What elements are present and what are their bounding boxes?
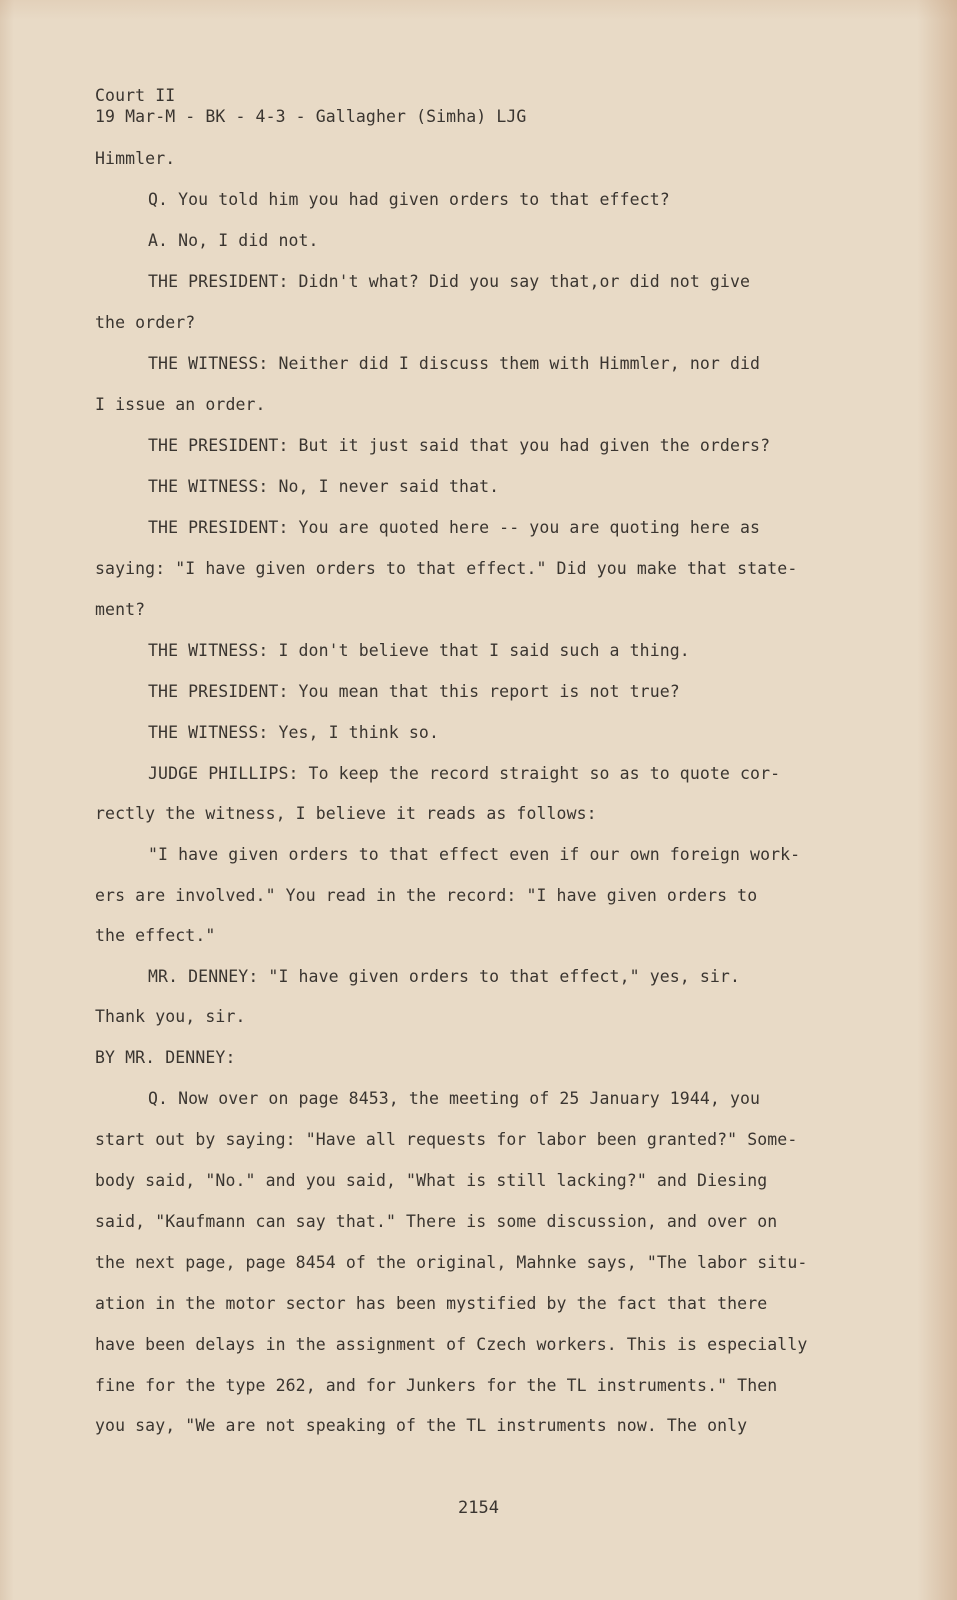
text-line: saying: "I have given orders to that effect." Did you make that state- xyxy=(95,559,798,578)
text-line: THE PRESIDENT: You are quoted here -- you are quoting here as xyxy=(148,518,761,537)
text-line: THE WITNESS: Neither did I discuss them with Himmler, nor did xyxy=(148,354,761,373)
text-line: the effect." xyxy=(95,926,216,945)
text-line: ers are involved." You read in the record: "I have given orders to xyxy=(95,886,758,905)
text-line: THE PRESIDENT: Didn't what? Did you say that,or did not give xyxy=(148,272,751,291)
text-line: Q. You told him you had given orders to that effect? xyxy=(148,190,670,209)
text-line: I issue an order. xyxy=(95,395,266,414)
text-line: said, "Kaufmann can say that." There is some discussion, and over on xyxy=(95,1212,778,1231)
page-number: 2154 xyxy=(458,1498,499,1518)
text-line: MR. DENNEY: "I have given orders to that effect," yes, sir. xyxy=(148,967,740,986)
text-line: "I have given orders to that effect even if our own foreign work- xyxy=(148,845,801,864)
text-line: ation in the motor sector has been mystified by the fact that there xyxy=(95,1294,768,1313)
text-line: rectly the witness, I believe it reads as follows: xyxy=(95,804,597,823)
header-session: 19 Mar-M - BK - 4-3 - Gallagher (Simha) LJG xyxy=(95,107,527,126)
text-line: THE WITNESS: No, I never said that. xyxy=(148,477,500,496)
text-line: ment? xyxy=(95,600,146,619)
text-line: Q. Now over on page 8453, the meeting of 25 January 1944, you xyxy=(148,1089,761,1108)
text-line: THE PRESIDENT: You mean that this report is not true? xyxy=(148,682,680,701)
text-line: Thank you, sir. xyxy=(95,1007,246,1026)
text-line: A. No, I did not. xyxy=(148,231,319,250)
text-line: Himmler. xyxy=(95,149,176,168)
text-line: body said, "No." and you said, "What is still lacking?" and Diesing xyxy=(95,1171,768,1190)
text-line: have been delays in the assignment of Czech workers. This is especially xyxy=(95,1335,808,1354)
text-line: the order? xyxy=(95,313,196,332)
text-line: THE PRESIDENT: But it just said that you had given the orders? xyxy=(148,436,771,455)
text-line: JUDGE PHILLIPS: To keep the record straight so as to quote cor- xyxy=(148,764,781,783)
text-line: you say, "We are not speaking of the TL instruments now. The only xyxy=(95,1416,748,1435)
header-court: Court II xyxy=(95,86,176,105)
text-line: THE WITNESS: Yes, I think so. xyxy=(148,723,439,742)
text-line: fine for the type 262, and for Junkers for the TL instruments." Then xyxy=(95,1376,778,1395)
text-line: THE WITNESS: I don't believe that I said such a thing. xyxy=(148,641,690,660)
text-line: the next page, page 8454 of the original, Mahnke says, "The labor situ- xyxy=(95,1253,808,1272)
text-line: start out by saying: "Have all requests for labor been granted?" Some- xyxy=(95,1130,798,1149)
text-line: BY MR. DENNEY: xyxy=(95,1048,236,1067)
